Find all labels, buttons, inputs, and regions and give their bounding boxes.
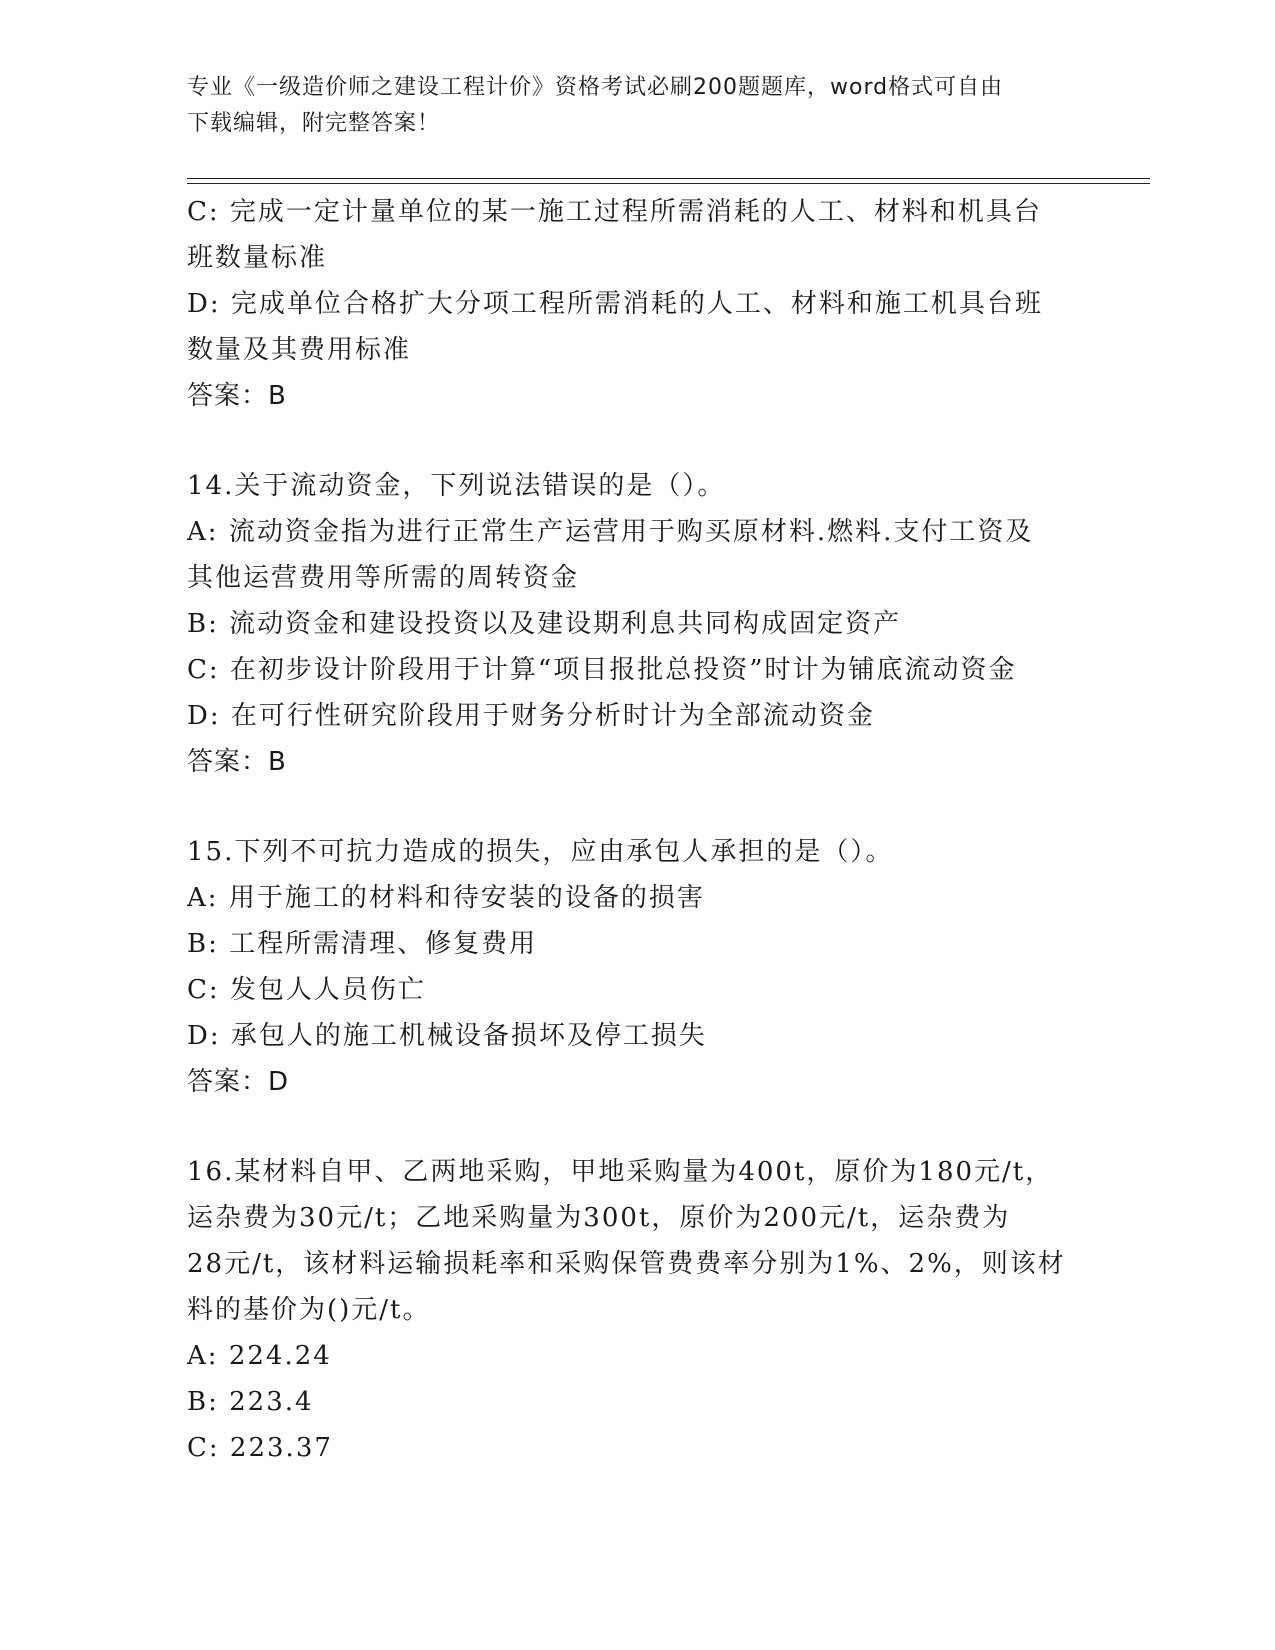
option-c-line-1: C: 完成一定计量单位的某一施工过程所需消耗的人工、材料和机具台 <box>187 197 1042 227</box>
header-line-1: 专业《一级造价师之建设工程计价》资格考试必刷200题题库，word格式可自由 <box>187 75 1004 100</box>
option-c: C: 在初步设计阶段用于计算“项目报批总投资”时计为铺底流动资金 <box>187 655 1017 685</box>
option-a-line-1: A: 流动资金指为进行正常生产运营用于购买原材料.燃料.支付工资及 <box>187 517 1034 547</box>
option-c: C: 223.37 <box>187 1433 333 1463</box>
document-body <box>187 189 1087 1471</box>
document-header <box>187 70 1067 142</box>
option-d-line-2: 数量及其费用标准 <box>187 335 412 365</box>
option-c: C: 发包人人员伤亡 <box>187 975 426 1005</box>
option-b: B: 工程所需清理、修复费用 <box>187 929 538 959</box>
question-stem-line-4: 料的基价为()元/t。 <box>187 1295 431 1325</box>
option-a-line-2: 其他运营费用等所需的周转资金 <box>187 563 580 593</box>
question-stem-line-2: 运杂费为30元/t；乙地采购量为300t，原价为200元/t，运杂费为 <box>187 1203 1011 1233</box>
header-rule-top <box>187 178 1150 179</box>
answer-15: 答案：D <box>187 1067 290 1097</box>
option-d-line-1: D: 完成单位合格扩大分项工程所需消耗的人工、材料和施工机具台班 <box>187 289 1043 319</box>
option-b: B: 223.4 <box>187 1387 314 1417</box>
option-b: B: 流动资金和建设投资以及建设期利息共同构成固定资产 <box>187 609 902 639</box>
option-a: A: 224.24 <box>187 1341 332 1371</box>
header-rule-bottom <box>187 183 1150 184</box>
question-13-continued <box>187 189 1087 419</box>
question-stem-line-1: 16.某材料自甲、乙两地采购，甲地采购量为400t，原价为180元/t， <box>187 1157 1054 1187</box>
question-stem: 15.下列不可抗力造成的损失，应由承包人承担的是（）。 <box>187 837 894 867</box>
question-stem: 14.关于流动资金，下列说法错误的是（）。 <box>187 471 726 501</box>
option-c-line-2: 班数量标准 <box>187 243 328 273</box>
question-15 <box>187 829 1087 1105</box>
question-14 <box>187 463 1087 785</box>
question-16 <box>187 1149 1087 1471</box>
answer-14: 答案：B <box>187 747 287 777</box>
question-stem-line-3: 28元/t，该材料运输损耗率和采购保管费费率分别为1%、2%，则该材 <box>187 1249 1066 1279</box>
header-line-2: 下载编辑，附完整答案！ <box>187 111 441 136</box>
option-d: D: 承包人的施工机械设备损坏及停工损失 <box>187 1021 707 1051</box>
option-d: D: 在可行性研究阶段用于财务分析时计为全部流动资金 <box>187 701 875 731</box>
answer-13: 答案：B <box>187 381 287 411</box>
option-a: A: 用于施工的材料和待安装的设备的损害 <box>187 883 705 913</box>
